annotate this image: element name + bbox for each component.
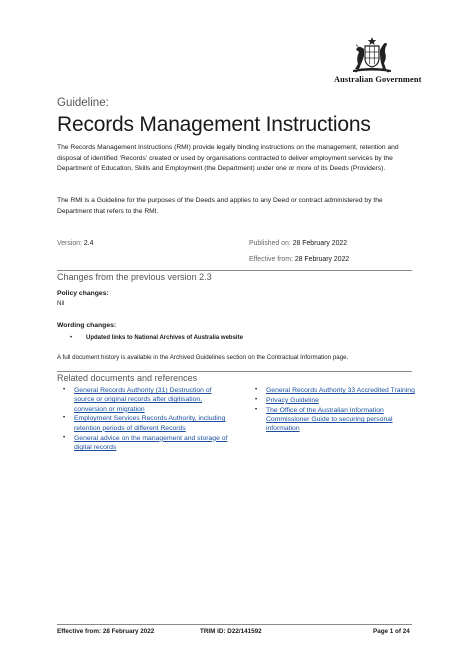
related-heading: Related documents and references — [57, 373, 198, 383]
doc-type-colon: : — [105, 97, 109, 109]
bullet-icon: • — [63, 434, 66, 441]
footer-effective-date: Effective from: 28 February 2022 — [57, 628, 155, 635]
related-link[interactable]: The Office of the Australian Information Commissioner Guide to securing personal information — [266, 406, 393, 433]
policy-changes-value: Nil — [57, 300, 65, 307]
version-label: Version: — [57, 240, 82, 247]
related-link[interactable]: Employment Services Records Authority, including retention periods of different Records — [74, 415, 226, 432]
version-value: 2.4 — [83, 240, 94, 247]
policy-changes-heading: Policy changes: — [57, 290, 109, 297]
list-item — [63, 434, 233, 453]
list-item — [255, 386, 420, 395]
intro-paragraph-1: The Records Management Instructions (RMI) provide legally binding instructions on the management, retention and disposal of identified ‘Records’ created or used by organisations contracted to deliver employment services by the Department of Education, Skills and Employment (the Department) under one or more of its Deeds (Providers). — [57, 144, 399, 173]
related-list-right — [255, 386, 420, 434]
effective-value: 28 February 2022 — [294, 256, 350, 263]
related-link[interactable]: General Records Authority (31) Destruction of source or original records after digitisation, conversion or migration — [74, 387, 212, 413]
bullet-icon: • — [255, 396, 258, 403]
australian-government-logo — [334, 36, 422, 84]
effective-info — [249, 256, 349, 263]
list-item — [63, 414, 233, 433]
changes-heading: Changes from the previous version 2.3 — [57, 272, 212, 282]
bullet-icon: • — [70, 335, 73, 341]
bullet-icon: • — [255, 406, 258, 413]
footer-divider — [57, 624, 412, 625]
bullet-icon: • — [255, 387, 258, 393]
bullet-icon: • — [63, 415, 66, 422]
bullet-icon: • — [63, 387, 66, 393]
footer-page-number: Page 1 of 24 — [373, 628, 410, 635]
wording-change-item — [70, 335, 243, 341]
published-value: 28 February 2022 — [292, 240, 348, 247]
page-title: Records Management Instructions — [57, 113, 371, 136]
section-divider — [57, 371, 412, 372]
published-label: Published on: — [249, 240, 291, 247]
wording-changes-heading: Wording changes: — [57, 322, 117, 329]
list-item — [255, 396, 420, 405]
doc-type-label — [57, 97, 109, 109]
related-link[interactable]: Privacy Guideline — [266, 396, 319, 404]
logo-text: Australian Government — [334, 75, 422, 84]
related-list-left — [63, 386, 233, 453]
history-note: A full document history is available in the Archived Guidelines section on the Contractual Information page. — [57, 354, 349, 361]
list-item — [63, 386, 233, 414]
footer-trim-id: TRIM ID: D22/141592 — [200, 628, 262, 635]
section-divider — [57, 270, 412, 271]
coat-of-arms-icon — [350, 36, 394, 74]
effective-label: Effective from: — [249, 256, 293, 263]
published-info — [249, 240, 347, 247]
related-link[interactable]: General Records Authority 33 Accredited Training — [266, 387, 415, 394]
doc-type-text: Guideline — [57, 97, 106, 109]
version-info — [57, 240, 93, 247]
related-link[interactable]: General advice on the management and storage of digital records — [74, 434, 228, 451]
list-item — [255, 406, 420, 434]
wording-change-text: Updated links to National Archives of Australia website — [86, 335, 243, 341]
intro-paragraph-2: The RMI is a Guideline for the purposes of the Deeds and applies to any Deed or contract administered by the Department that refers to the RMI. — [57, 197, 383, 215]
